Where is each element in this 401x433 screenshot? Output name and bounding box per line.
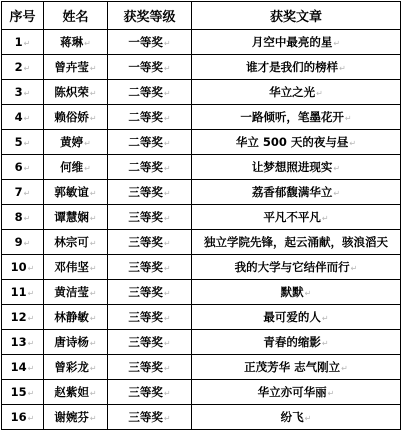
paragraph-mark-icon: ↵ — [304, 289, 312, 298]
paragraph-mark-icon: ↵ — [344, 114, 352, 123]
cell-name: 黄婷↵ — [44, 130, 108, 155]
cell-level: 三等奖↵ — [108, 405, 192, 430]
cell-index: 7↵ — [2, 180, 44, 205]
paragraph-mark-icon: ↵ — [23, 214, 31, 223]
cell-title: 华立之光↵ — [192, 80, 401, 105]
cell-level: 三等奖↵ — [108, 380, 192, 405]
paragraph-mark-icon: ↵ — [23, 114, 31, 123]
cell-name: 郭敏谊↵ — [44, 180, 108, 205]
paragraph-mark-icon: ↵ — [23, 239, 31, 248]
cell-title: 独立学院先锋，起云涌献，骇浪滔天 — [192, 230, 401, 255]
cell-title: 华立 500 天的夜与昼↵ — [192, 130, 401, 155]
cell-index: 1↵ — [2, 30, 44, 55]
paragraph-mark-icon: ↵ — [89, 89, 97, 98]
cell-index: 2↵ — [2, 55, 44, 80]
cell-index: 10↵ — [2, 255, 44, 280]
table-row — [2, 330, 401, 355]
paragraph-mark-icon: ↵ — [163, 339, 171, 348]
table-row — [2, 280, 401, 305]
cell-level: 一等奖↵ — [108, 55, 192, 80]
paragraph-mark-icon: ↵ — [89, 189, 97, 198]
paragraph-mark-icon: ↵ — [341, 364, 348, 373]
paragraph-mark-icon: ↵ — [339, 64, 346, 73]
paragraph-mark-icon: ↵ — [89, 114, 97, 123]
cell-name: 谭慧娴↵ — [44, 205, 108, 230]
paragraph-mark-icon: ↵ — [163, 139, 171, 148]
cell-index: 9↵ — [2, 230, 44, 255]
cell-index: 11↵ — [2, 280, 44, 305]
cell-name: 赵紫妲↵ — [44, 380, 108, 405]
paragraph-mark-icon: ↵ — [350, 264, 358, 273]
table-row — [2, 80, 401, 105]
cell-title: 谁才是我们的榜样↵ — [192, 55, 401, 80]
cell-index: 4↵ — [2, 105, 44, 130]
cell-level: 三等奖↵ — [108, 230, 192, 255]
cell-title: 月空中最亮的星↵ — [192, 30, 401, 55]
header-title: 获奖文章 — [192, 2, 401, 30]
table-row — [2, 30, 401, 55]
table-row — [2, 105, 401, 130]
header-row — [2, 2, 401, 30]
cell-level: 二等奖↵ — [108, 130, 192, 155]
paragraph-mark-icon: ↵ — [163, 214, 171, 223]
cell-title: 纷飞↵ — [192, 405, 401, 430]
paragraph-mark-icon: ↵ — [163, 314, 171, 323]
cell-index: 12↵ — [2, 305, 44, 330]
cell-level: 三等奖↵ — [108, 280, 192, 305]
cell-title: 平凡不平凡↵ — [192, 205, 401, 230]
header-name: 姓名 — [44, 2, 108, 30]
paragraph-mark-icon: ↵ — [89, 314, 97, 323]
paragraph-mark-icon: ↵ — [163, 64, 171, 73]
paragraph-mark-icon: ↵ — [27, 364, 35, 373]
paragraph-mark-icon: ↵ — [333, 39, 341, 48]
cell-name: 曾彩龙↵ — [44, 355, 108, 380]
paragraph-mark-icon: ↵ — [23, 89, 31, 98]
paragraph-mark-icon: ↵ — [89, 414, 97, 423]
paragraph-mark-icon: ↵ — [321, 339, 329, 348]
cell-name: 谢婉芬↵ — [44, 405, 108, 430]
cell-name: 唐诗杨↵ — [44, 330, 108, 355]
cell-level: 三等奖↵ — [108, 330, 192, 355]
paragraph-mark-icon: ↵ — [27, 414, 35, 423]
cell-index: 16↵ — [2, 405, 44, 430]
table-row — [2, 230, 401, 255]
paragraph-mark-icon: ↵ — [27, 289, 35, 298]
cell-index: 8↵ — [2, 205, 44, 230]
cell-index: 14↵ — [2, 355, 44, 380]
paragraph-mark-icon: ↵ — [23, 64, 31, 73]
table-row — [2, 155, 401, 180]
paragraph-mark-icon: ↵ — [163, 289, 171, 298]
paragraph-mark-icon: ↵ — [89, 389, 97, 398]
paragraph-mark-icon: ↵ — [163, 239, 171, 248]
paragraph-mark-icon: ↵ — [163, 189, 171, 198]
cell-name: 黄洁莹↵ — [44, 280, 108, 305]
paragraph-mark-icon: ↵ — [316, 89, 323, 98]
paragraph-mark-icon: ↵ — [163, 89, 171, 98]
header-index: 序号 — [2, 2, 44, 30]
paragraph-mark-icon: ↵ — [321, 214, 329, 223]
cell-name: 曾卉莹↵ — [44, 55, 108, 80]
cell-title: 让梦想照进现实↵ — [192, 155, 401, 180]
paragraph-mark-icon: ↵ — [84, 164, 91, 173]
header-level: 获奖等级 — [108, 2, 192, 30]
cell-name: 邓伟坚↵ — [44, 255, 108, 280]
paragraph-mark-icon: ↵ — [84, 39, 91, 48]
paragraph-mark-icon: ↵ — [333, 189, 341, 198]
paragraph-mark-icon: ↵ — [163, 264, 171, 273]
cell-index: 3↵ — [2, 80, 44, 105]
paragraph-mark-icon: ↵ — [23, 39, 31, 48]
paragraph-mark-icon: ↵ — [27, 314, 35, 323]
paragraph-mark-icon: ↵ — [89, 214, 97, 223]
cell-title: 荔香郁馥满华立↵ — [192, 180, 401, 205]
paragraph-mark-icon: ↵ — [27, 389, 35, 398]
cell-level: 三等奖↵ — [108, 180, 192, 205]
cell-name: 蒋琳↵ — [44, 30, 108, 55]
paragraph-mark-icon: ↵ — [89, 239, 97, 248]
cell-index: 5↵ — [2, 130, 44, 155]
paragraph-mark-icon: ↵ — [163, 389, 171, 398]
table-row — [2, 255, 401, 280]
table-row — [2, 130, 401, 155]
paragraph-mark-icon: ↵ — [27, 264, 35, 273]
cell-title: 正茂芳华 志气刚立↵ — [192, 355, 401, 380]
paragraph-mark-icon: ↵ — [23, 189, 31, 198]
paragraph-mark-icon: ↵ — [327, 389, 335, 398]
cell-level: 二等奖↵ — [108, 105, 192, 130]
cell-title: 华立亦可华丽↵ — [192, 380, 401, 405]
paragraph-mark-icon: ↵ — [89, 64, 97, 73]
paragraph-mark-icon: ↵ — [27, 339, 35, 348]
cell-title: 青春的缩影↵ — [192, 330, 401, 355]
cell-title: 默默↵ — [192, 280, 401, 305]
table-row — [2, 205, 401, 230]
paragraph-mark-icon: ↵ — [163, 114, 171, 123]
cell-index: 6↵ — [2, 155, 44, 180]
cell-index: 13↵ — [2, 330, 44, 355]
paragraph-mark-icon: ↵ — [333, 164, 341, 173]
cell-title: 一路倾听，笔墨花开↵ — [192, 105, 401, 130]
paragraph-mark-icon: ↵ — [23, 164, 31, 173]
paragraph-mark-icon: ↵ — [163, 164, 171, 173]
table-row — [2, 55, 401, 80]
table-row — [2, 305, 401, 330]
cell-index: 15↵ — [2, 380, 44, 405]
paragraph-mark-icon: ↵ — [163, 364, 171, 373]
table-row — [2, 380, 401, 405]
paragraph-mark-icon: ↵ — [163, 414, 171, 423]
cell-name: 林静敏↵ — [44, 305, 108, 330]
paragraph-mark-icon: ↵ — [89, 289, 97, 298]
paragraph-mark-icon: ↵ — [89, 339, 97, 348]
cell-level: 三等奖↵ — [108, 255, 192, 280]
paragraph-mark-icon: ↵ — [89, 264, 97, 273]
awards-table — [1, 1, 401, 430]
table-row — [2, 355, 401, 380]
table-row — [2, 405, 401, 430]
cell-level: 二等奖↵ — [108, 80, 192, 105]
cell-name: 赖俗娇↵ — [44, 105, 108, 130]
cell-level: 三等奖↵ — [108, 355, 192, 380]
cell-level: 一等奖↵ — [108, 30, 192, 55]
cell-name: 林宗可↵ — [44, 230, 108, 255]
paragraph-mark-icon: ↵ — [349, 139, 357, 148]
paragraph-mark-icon: ↵ — [84, 139, 91, 148]
paragraph-mark-icon: ↵ — [163, 39, 171, 48]
table-row — [2, 180, 401, 205]
paragraph-mark-icon: ↵ — [304, 414, 312, 423]
paragraph-mark-icon: ↵ — [321, 314, 329, 323]
paragraph-mark-icon: ↵ — [23, 139, 31, 148]
cell-name: 何维↵ — [44, 155, 108, 180]
cell-level: 二等奖↵ — [108, 155, 192, 180]
cell-level: 三等奖↵ — [108, 305, 192, 330]
cell-name: 陈炽荣↵ — [44, 80, 108, 105]
cell-level: 三等奖↵ — [108, 205, 192, 230]
cell-title: 我的大学与它结伴而行↵ — [192, 255, 401, 280]
cell-title: 最可爱的人↵ — [192, 305, 401, 330]
paragraph-mark-icon: ↵ — [89, 364, 97, 373]
